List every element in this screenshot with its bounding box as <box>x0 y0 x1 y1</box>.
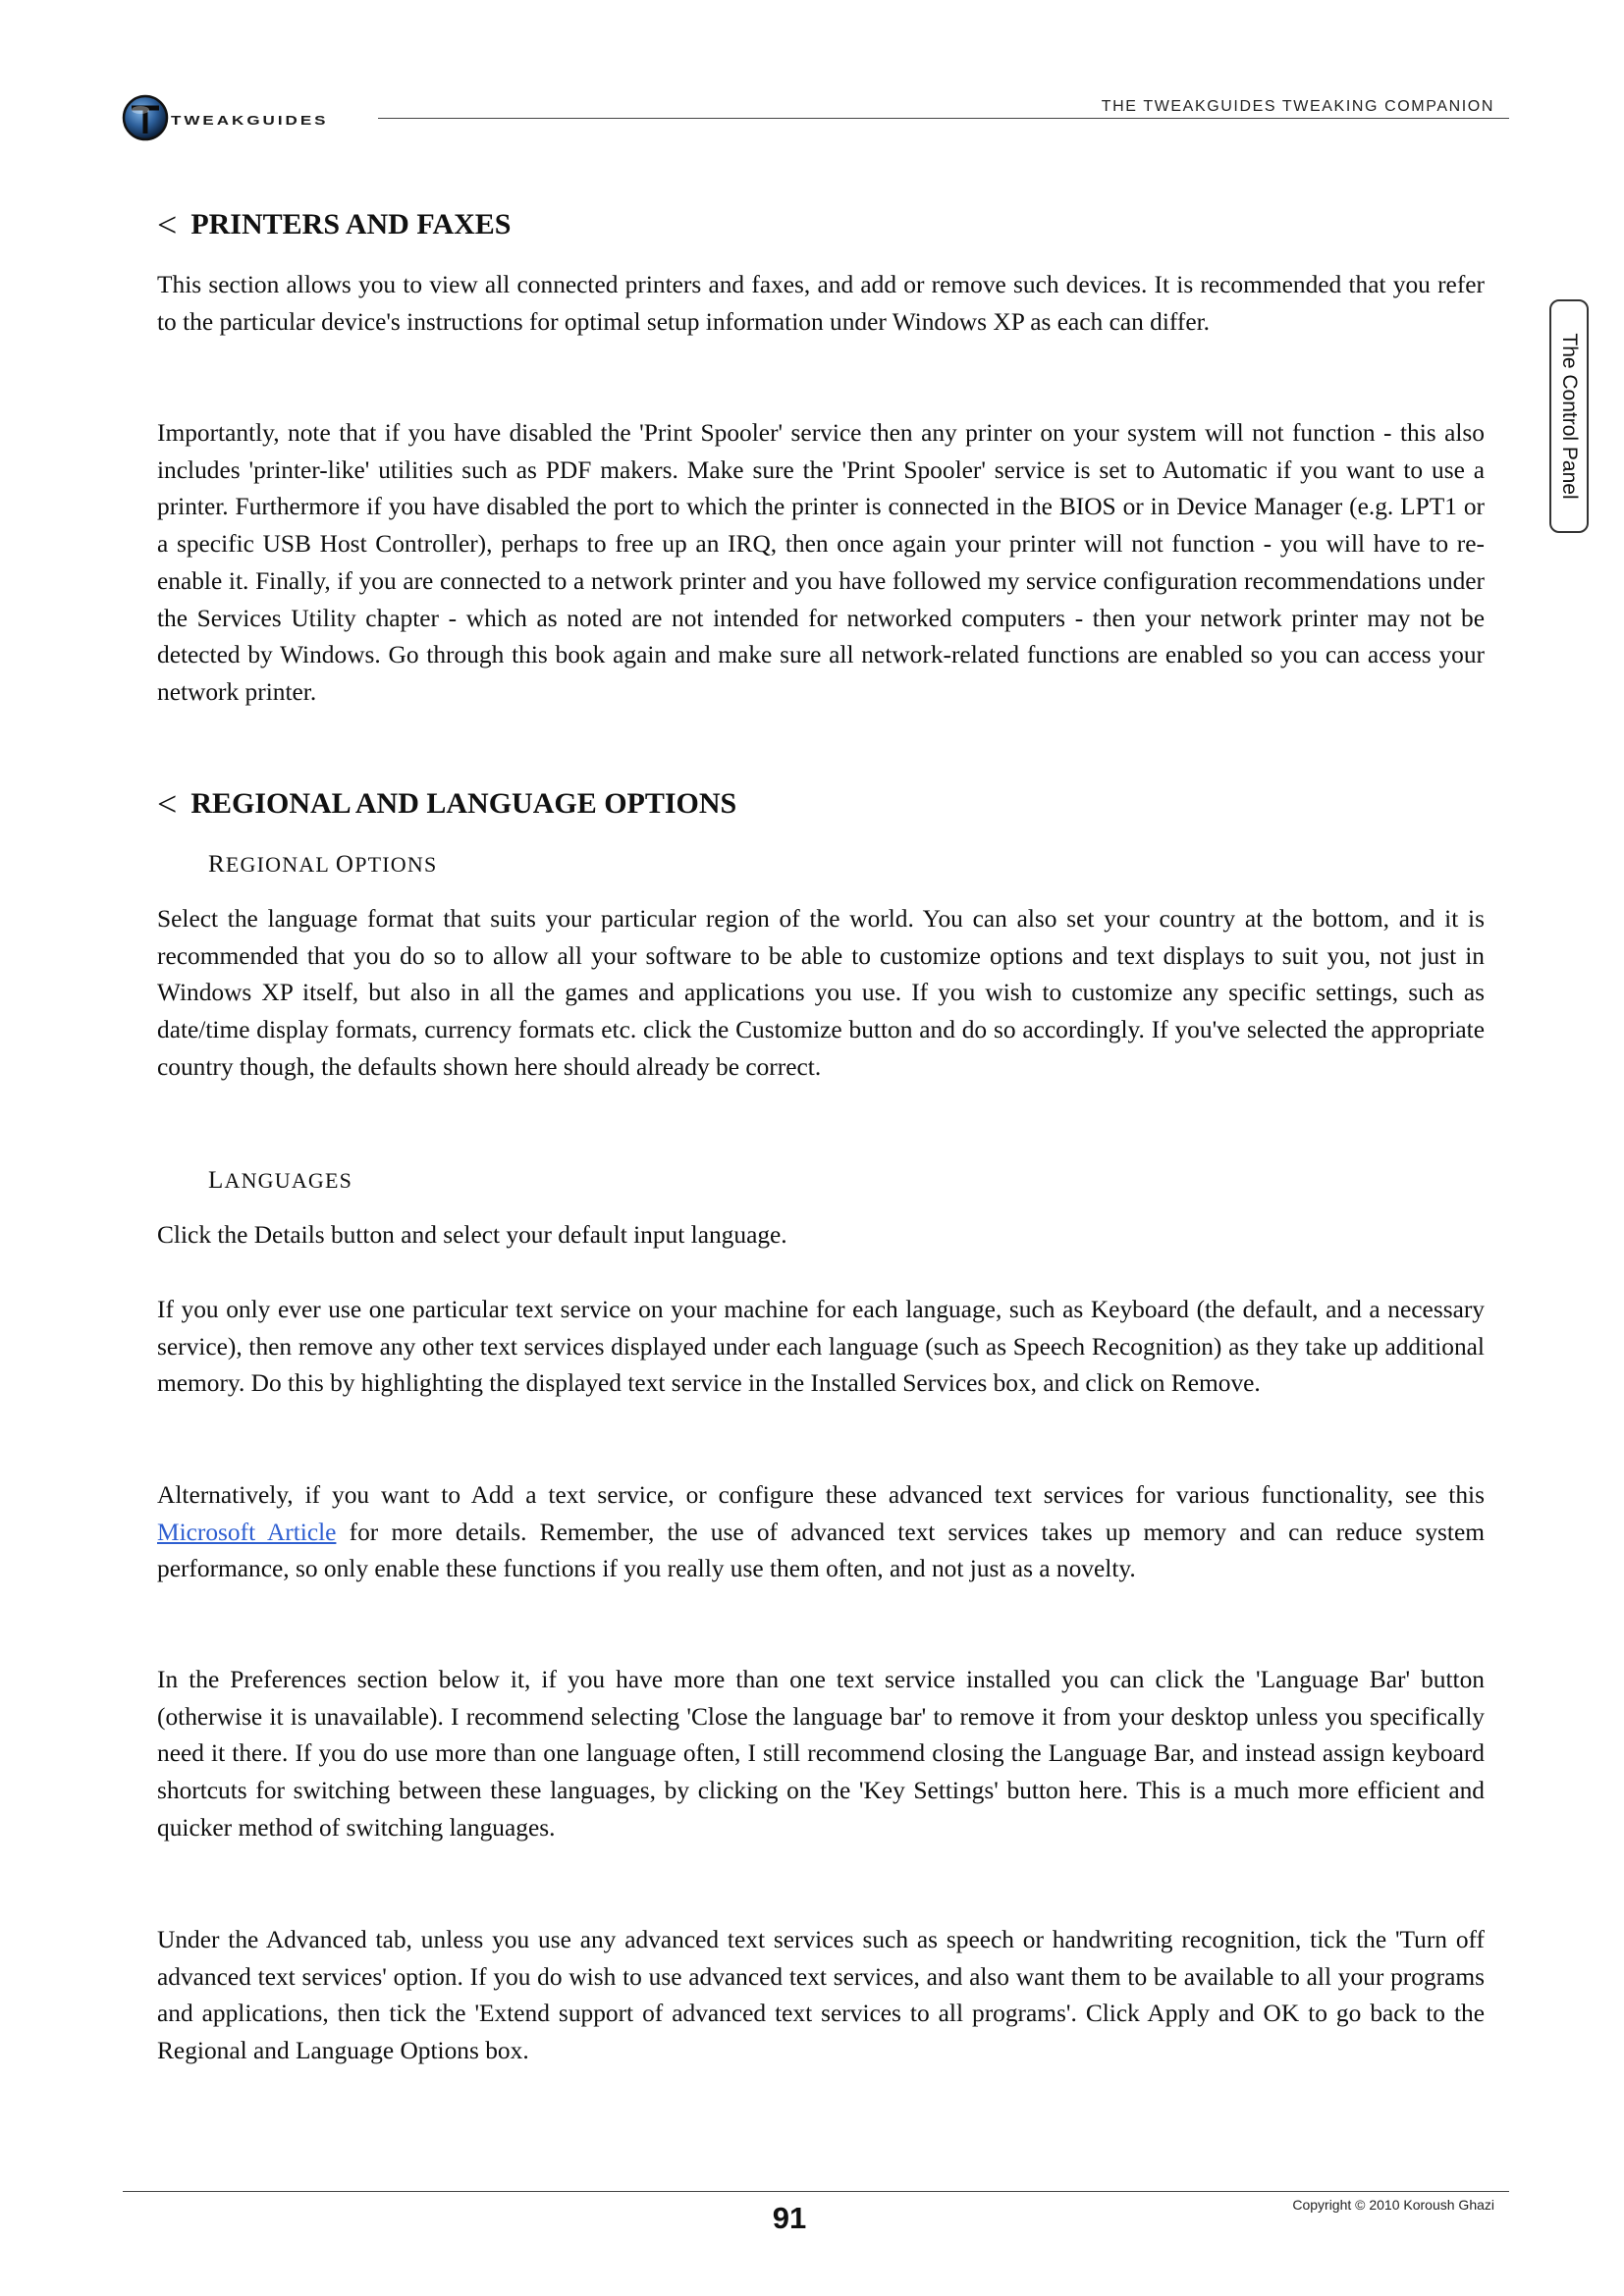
paragraph: Under the Advanced tab, unless you use any advanced text services such as speech or handwriting recognition, tick the 'Turn off advanced text services' option. If you do wish to use advanced text services, and also want them to be available to all your programs and applications, then tick the 'Extend support of advanced text services to all programs'. Click Apply and OK to go back to the Regional and Language Options box. <box>157 1926 1485 2065</box>
paragraph-with-link: Alternatively, if you want to Add a text service, or configure these advanced text services for various functionality, see this Microsoft Article for more details. Remember, the use of advanced text services takes up memory and can reduce system performance, so only enable these functions if you really use them often, and not just as a novelty. <box>157 1481 1485 1583</box>
header-title: THE TWEAKGUIDES TWEAKING COMPANION <box>1101 98 1494 115</box>
section-heading-regional <box>157 786 736 822</box>
section-heading-text: PRINTERS AND FAXES <box>190 208 512 240</box>
chapter-side-tab <box>1549 299 1589 533</box>
section-arrow-icon: < <box>157 784 178 824</box>
globe-logo-icon <box>122 94 169 141</box>
tweakguides-logo <box>122 94 329 141</box>
chapter-side-tab-label: The Control Panel <box>1558 333 1581 500</box>
microsoft-article-link[interactable]: Microsoft Article <box>157 1518 337 1546</box>
copyright-notice: Copyright © 2010 Koroush Ghazi <box>1292 2197 1494 2213</box>
paragraph: Importantly, note that if you have disabled the 'Print Spooler' service then any printer on your system will not function - this also includes 'printer-like' utilities such as PDF makers. Make sure the 'Print Spooler' service is set to Automatic if you want to use a printer. Furthermore if you have disabled the port to which the printer is connected in the BIOS or in Device Manager (e.g. LPT1 or a specific USB Host Controller), perhaps to free up an IRQ, then once again your printer will not function - you will have to re-enable it. Finally, if you are connected to a network printer and you have followed my service configuration recommendations under the Services Utility chapter - which as noted are not intended for networked computers - then your network printer may not be detected by Windows. Go through this book again and make sure all network-related functions are enabled so you can access your network printer. <box>157 419 1485 706</box>
header-divider <box>378 118 1509 119</box>
section-heading-text: REGIONAL AND LANGUAGE OPTIONS <box>190 787 737 820</box>
paragraph: Click the Details button and select your default input language. <box>157 1221 787 1249</box>
subheading-languages: LANGUAGES <box>208 1167 353 1194</box>
section-arrow-icon: < <box>157 205 178 244</box>
subheading-regional-options: REGIONAL OPTIONS <box>208 851 438 878</box>
logo-wordmark: TWEAKGUIDES <box>171 113 329 128</box>
section-heading-printers <box>157 207 511 242</box>
page-number: 91 <box>772 2201 807 2235</box>
footer-divider <box>123 2191 1509 2192</box>
paragraph: In the Preferences section below it, if you have more than one text service installed you can click the 'Language Bar' button (otherwise it is unavailable). I recommend selecting 'Close the language bar' to remove it from your desktop unless you specifically need it there. If you do use more than one language often, I still recommend closing the Language Bar, and instead assign keyboard shortcuts for switching between these languages, by clicking on the 'Key Settings' button here. This is a much more efficient and quicker method of switching languages. <box>157 1666 1485 1842</box>
paragraph: If you only ever use one particular text service on your machine for each language, such as Keyboard (the default, and a necessary service), then remove any other text services displayed under each language (such as Speech Recognition) as they take up additional memory. Do this by highlighting the displayed text service in the Installed Services box, and click on Remove. <box>157 1296 1485 1398</box>
paragraph: This section allows you to view all connected printers and faxes, and add or remove such devices. It is recommended that you refer to the particular device's instructions for optimal setup information under Windows XP as each can differ. <box>157 271 1485 336</box>
paragraph: Select the language format that suits your particular region of the world. You can also set your country at the bottom, and it is recommended that you do so to allow all your software to be able to customize options and text displays to suit you, not just in Windows XP itself, but also in all the games and applications you use. If you wish to customize any specific settings, such as date/time display formats, currency formats etc. click the Customize button and do so accordingly. If you've selected the appropriate country though, the defaults shown here should already be correct. <box>157 905 1485 1081</box>
